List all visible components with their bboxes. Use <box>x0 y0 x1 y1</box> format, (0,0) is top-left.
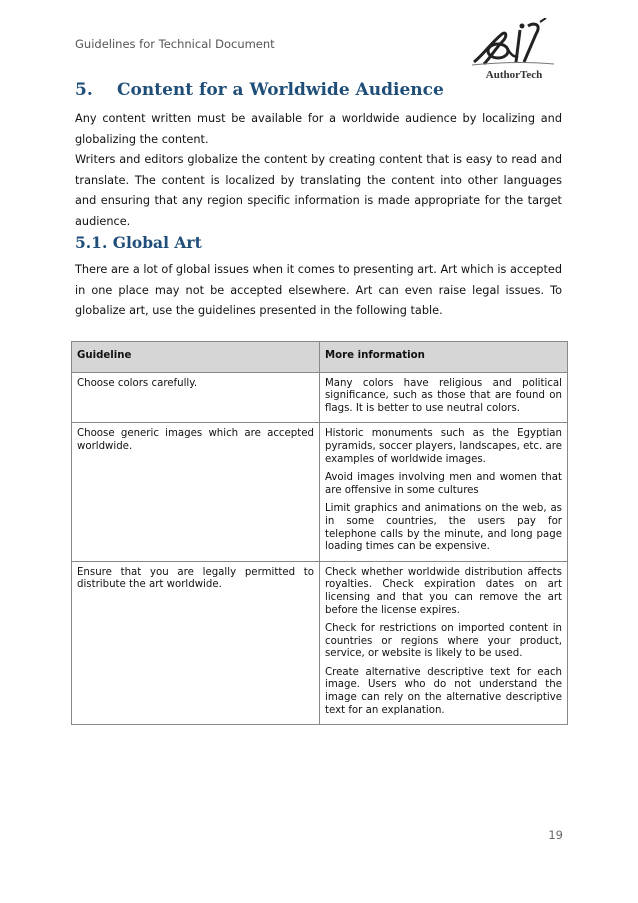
subsection-paragraph: There are a lot of global issues when it comes to presenting art. Art which is accepted in one place may not be accepted elsewhere. Art can even raise legal issues. To globalize art, use the guidelines presented in the following table. <box>75 263 562 317</box>
section-title: Content for a Worldwide Audience <box>117 80 444 100</box>
logo-mark-icon <box>462 18 562 70</box>
info-text: Limit graphics and animations on the web, as in some countries, the users pay for telephone calls by the minute, and long page loading times can be expensive. <box>325 503 562 553</box>
table-row <box>72 423 568 561</box>
table-header-row <box>72 342 568 373</box>
section-heading <box>75 80 444 100</box>
document-title-header: Guidelines for Technical Document <box>75 37 275 51</box>
guideline-text: Choose colors carefully. <box>77 377 198 389</box>
section-paragraph-2: Writers and editors globalize the content by creating content that is easy to read and translate. The content is localized by translating the content into other languages and ensuring that any region specific information is made appropriate for the target audience. <box>75 153 562 228</box>
guideline-text: Choose generic images which are accepted worldwide. <box>77 428 314 452</box>
guideline-cell <box>72 561 320 725</box>
global-art-table <box>71 341 568 725</box>
section-paragraph-1: Any content written must be available for a worldwide audience by localizing and globalizing the content. <box>75 112 562 146</box>
guideline-cell <box>72 372 320 423</box>
guideline-text: Ensure that you are legally permitted to distribute the art worldwide. <box>77 566 314 591</box>
subsection-heading: 5.1. Global Art <box>75 233 202 252</box>
table-header-more-information: More information <box>320 342 568 373</box>
guideline-cell <box>72 423 320 561</box>
table-header-guideline: Guideline <box>72 342 320 373</box>
page-number: 19 <box>548 828 563 842</box>
info-text: Avoid images involving men and women that are offensive in some cultures <box>325 472 562 496</box>
info-text: Check for restrictions on imported content in countries or regions where your product, service, or website is likely to be used. <box>325 623 562 660</box>
info-cell <box>320 561 568 725</box>
table-row <box>72 372 568 423</box>
info-text: Many colors have religious and political significance, such as those that are found on flags. It is better to use neutral colors. <box>325 377 562 414</box>
section-number: 5. <box>75 80 93 100</box>
info-cell <box>320 423 568 561</box>
info-text: Check whether worldwide distribution affects royalties. Check expiration dates on art licensing and that you can remove the art before the license expires. <box>325 566 562 616</box>
info-cell <box>320 372 568 423</box>
logo-caption: AuthorTech <box>485 69 543 81</box>
table-row <box>72 561 568 725</box>
authortech-logo <box>462 18 562 82</box>
info-text: Historic monuments such as the Egyptian pyramids, soccer players, landscapes, etc. are examples of worldwide images. <box>325 428 562 465</box>
info-text: Create alternative descriptive text for each image. Users who do not understand the image can rely on the alternative descriptive text for an explanation. <box>325 666 562 716</box>
